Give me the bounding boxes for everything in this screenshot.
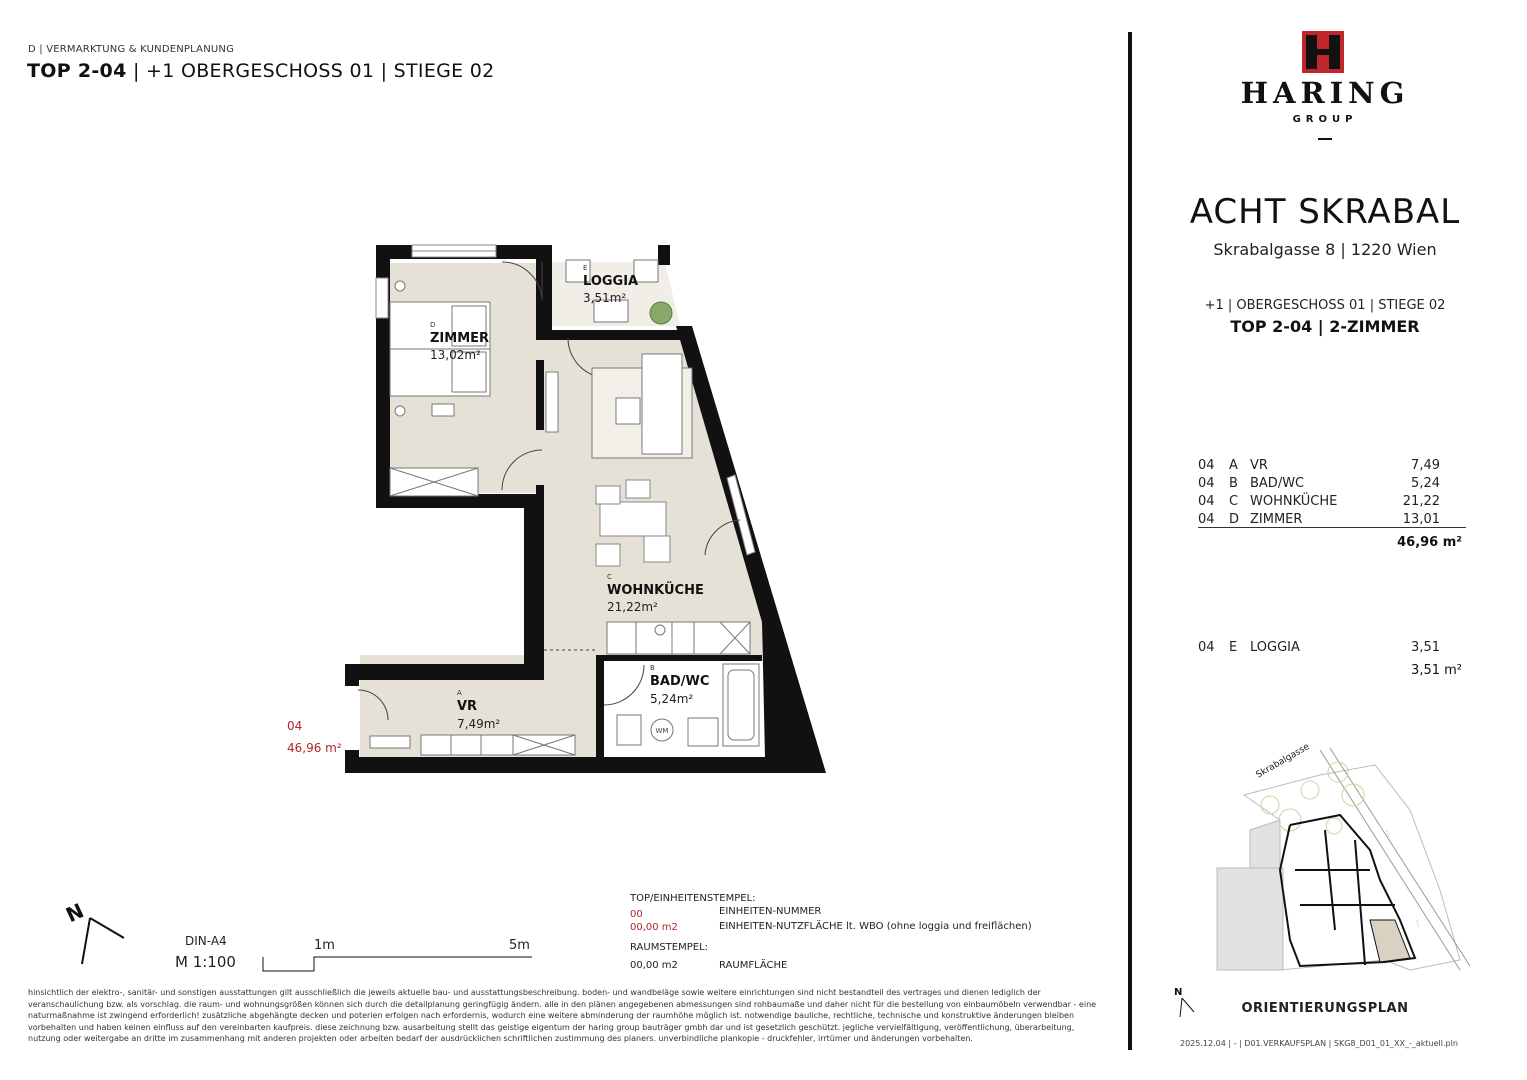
area-total: 46,96 m² <box>1397 535 1462 550</box>
unit-number: 04 <box>287 719 303 733</box>
vr-storage-icon <box>421 735 575 755</box>
project-unit: TOP 2-04 | 2-ZIMMER <box>1230 317 1420 336</box>
project-address: Skrabalgasse 8 | 1220 Wien <box>1213 240 1437 259</box>
unit-area: 46,96 m² <box>287 741 342 755</box>
document-subtitle: D | VERMARKTUNG & KUNDENPLANUNG <box>28 44 235 55</box>
orientation-north-letter: N <box>1174 987 1183 998</box>
street-label: Skrabalgasse <box>1254 741 1312 781</box>
sofa-icon <box>592 354 692 458</box>
logo-dash <box>1318 138 1332 140</box>
north-arrow-icon <box>62 898 132 970</box>
toilet-icon <box>617 715 641 745</box>
legend-room-heading: RAUMSTEMPEL: <box>630 942 709 953</box>
area-row-name: VR <box>1250 458 1268 473</box>
orientation-plan-label: ORIENTIERUNGSPLAN <box>1241 1001 1409 1016</box>
area-row-vr <box>1198 458 1464 476</box>
room-letter: C <box>607 573 612 581</box>
shoes-icon <box>370 736 410 748</box>
logo-group-text: GROUP <box>1292 114 1358 125</box>
area-row-num: 04 <box>1198 494 1215 509</box>
legend-area-desc: EINHEITEN-NUTZFLÄCHE lt. WBO (ohne loggia und freiflächen) <box>719 921 1032 932</box>
vertical-divider <box>1128 32 1132 1050</box>
room-letter: A <box>457 689 462 697</box>
legend-heading: TOP/EINHEITENSTEMPEL: <box>630 893 756 904</box>
legend-unit-desc: EINHEITEN-NUMMER <box>719 906 822 917</box>
area-row-num: 04 <box>1198 458 1215 473</box>
area-row-num: 04 <box>1198 512 1215 527</box>
area-row-letter: A <box>1229 458 1238 473</box>
haring-logo-icon <box>1302 31 1344 73</box>
area-row-wohnkueche <box>1198 494 1464 512</box>
wm-label: WM <box>655 727 669 735</box>
area-row-letter: D <box>1229 512 1240 527</box>
area-row-letter: E <box>1229 640 1238 655</box>
room-area-wohnkueche: 21,22m² <box>607 600 658 614</box>
table-sum-line <box>1198 527 1466 528</box>
slippers-icon <box>432 404 454 416</box>
scale-bar <box>262 955 534 973</box>
legend-area-sample: 00,00 m2 <box>630 922 678 933</box>
loggia-total: 3,51 m² <box>1411 663 1462 678</box>
legend-room-sample: 00,00 m2 <box>630 960 678 971</box>
lamp-icon <box>395 281 405 291</box>
area-row-name: ZIMMER <box>1250 512 1303 527</box>
room-label-zimmer: ZIMMER <box>430 331 490 346</box>
area-row-num: 04 <box>1198 640 1215 655</box>
scale-bar-1m-label: 1m <box>314 938 335 953</box>
kitchen-counter-icon <box>607 622 750 654</box>
room-letter: E <box>583 264 588 272</box>
area-row-value: 7,49 <box>1411 458 1440 473</box>
title-unit: TOP 2-04 <box>27 60 127 82</box>
bathtub-icon <box>723 664 759 746</box>
disclaimer-text: hinsichtlich der elektro-, sanitär- und sonstigen ausstattungen gilt ausschließlich die jeweils aktuelle bau- und ausstattungsbeschreibung. boden- und wandbeläge sowie weitere einrichtungen sind nicht bestandteil des vertrages und dienen lediglich der veranschaulichung bzw. als vorschlag. die raum- und wohnungsgrößen können sich durch die detailplanung geringfügig ändern. alle in den plänen angegebenen abmessungen sind rohbaumaße und daher nicht für die bestellung von einbaumöbeln verwendbar - eine naturmaßnahme ist zwingend erforderlich! zusätzliche abgehängte decken und poterien erfolgen nach erfordernis, wodurch eine weitere abminderung der raumhöhe möglich ist. notwendige bauliche, rechtliche, technische und konstruktive änderungen bleiben vorbehalten und haben keinen einfluss auf den vereinbarten kaufpreis. diese zeichnung bzw. ausarbeitung stellt das geistige eigentum der haring group bauträger gmbh dar und ist gesetzlich geschützt. jegliche vervielfältigung, veröffentlichung, überarbeitung, nutzung oder weitergabe an dritte im zusammenhang mit anderen projekten oder arbeiten bedarf der ausdrücklichen schriftlichen zustimmung des planers. unverbindliche plankopie - druckfehler, irrtümer und änderungen vorbehalten. <box>28 988 1097 1044</box>
scale-ratio: M 1:100 <box>175 953 236 971</box>
paper-format: DIN-A4 <box>185 934 227 948</box>
area-row-value: 21,22 <box>1402 494 1440 509</box>
title-floor: | +1 OBERGESCHOSS 01 | STIEGE 02 <box>126 60 495 82</box>
north-letter: N <box>62 898 88 928</box>
legend-room-desc: RAUMFLÄCHE <box>719 960 788 971</box>
area-row-name: WOHNKÜCHE <box>1250 494 1338 509</box>
sink-icon <box>688 718 718 746</box>
area-row-value: 5,24 <box>1411 476 1440 491</box>
area-row-letter: B <box>1229 476 1238 491</box>
room-label-bad: BAD/WC <box>650 674 710 689</box>
svg-text:·····: ····· <box>1413 918 1421 929</box>
wardrobe-icon <box>390 468 478 496</box>
room-label-loggia: LOGGIA <box>583 274 639 289</box>
logo-wordmark: HARING <box>1240 76 1410 110</box>
scale-bar-5m-label: 5m <box>509 938 530 953</box>
room-area-vr: 7,49m² <box>457 717 501 731</box>
area-row-bad <box>1198 476 1464 494</box>
project-floor: +1 | OBERGESCHOSS 01 | STIEGE 02 <box>1204 298 1446 313</box>
room-label-wohnkueche: WOHNKÜCHE <box>607 583 704 598</box>
area-row-value: 13,01 <box>1402 512 1440 527</box>
lamp-icon <box>395 406 405 416</box>
area-row-name: LOGGIA <box>1250 640 1300 655</box>
area-row-loggia <box>1198 640 1464 658</box>
project-name: ACHT SKRABAL <box>1189 192 1461 232</box>
file-reference: 2025.12.04 | - | D01.VERKAUFSPLAN | SKG8_D01_01_XX_-_aktuell.pln <box>1180 1039 1458 1048</box>
room-area-bad: 5,24m² <box>650 692 694 706</box>
area-row-name: BAD/WC <box>1250 476 1305 491</box>
tv-icon <box>546 372 558 432</box>
plant-icon <box>650 302 672 324</box>
room-letter: B <box>650 664 655 672</box>
room-letter: D <box>430 321 436 329</box>
area-row-value: 3,51 <box>1411 640 1440 655</box>
orientation-plan <box>1170 730 1490 1030</box>
room-label-vr: VR <box>457 699 478 714</box>
room-area-loggia: 3,51m² <box>583 291 627 305</box>
area-row-num: 04 <box>1198 476 1215 491</box>
room-area-zimmer: 13,02m² <box>430 348 481 362</box>
area-row-letter: C <box>1229 494 1239 509</box>
legend-unit-sample: 00 <box>630 909 643 920</box>
svg-text:·····: ····· <box>1383 828 1391 839</box>
